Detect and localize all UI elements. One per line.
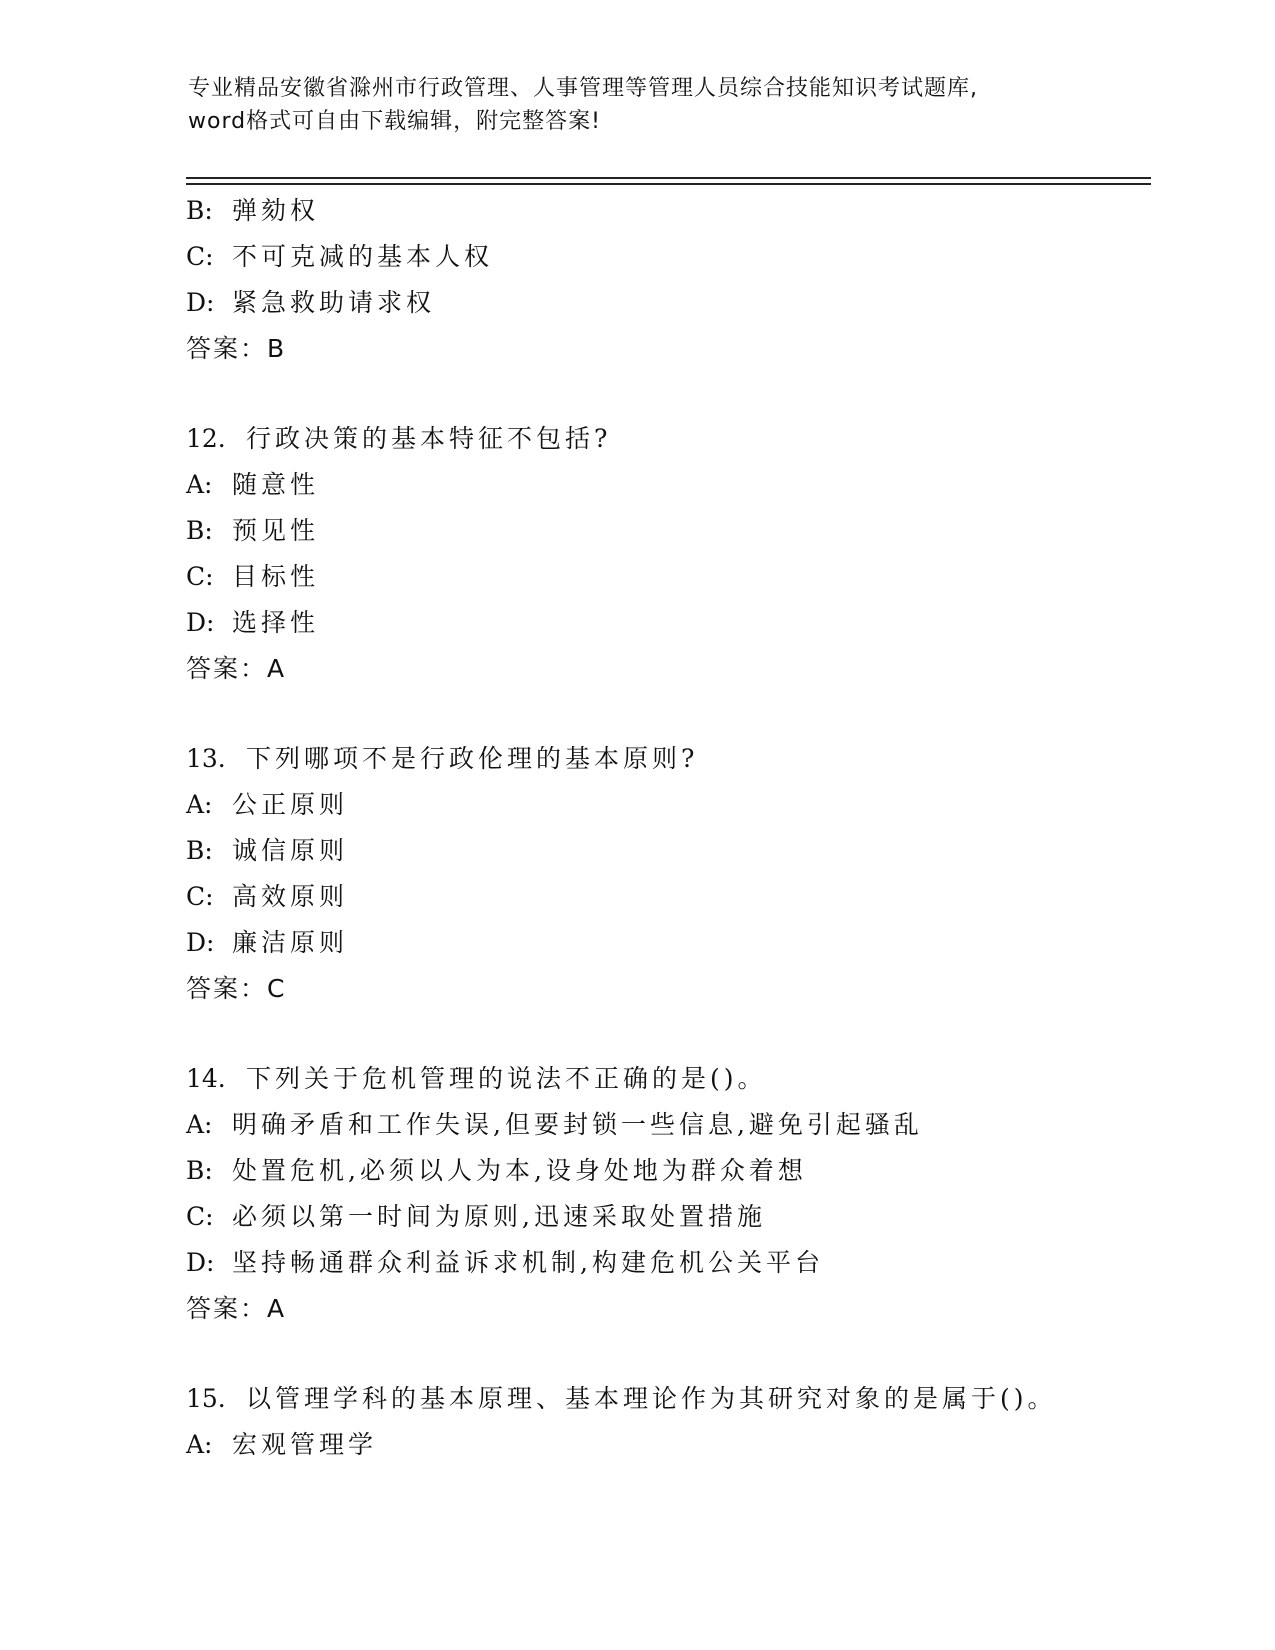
option-line bbox=[186, 1240, 1146, 1286]
option-text: 诚信原则 bbox=[232, 836, 349, 865]
question-text: 下列哪项不是行政伦理的基本原则? bbox=[246, 744, 699, 773]
option-line bbox=[186, 188, 1146, 234]
question-block bbox=[186, 1376, 1146, 1468]
answer-label: 答案： bbox=[186, 1294, 268, 1323]
option-key: C: bbox=[186, 882, 214, 911]
block-spacer bbox=[186, 1012, 1146, 1056]
block-spacer bbox=[186, 692, 1146, 736]
answer-value: A bbox=[267, 654, 287, 683]
option-text: 公正原则 bbox=[232, 790, 349, 819]
answer-label: 答案： bbox=[186, 974, 268, 1003]
option-text: 廉洁原则 bbox=[232, 928, 349, 957]
option-line bbox=[186, 782, 1146, 828]
question-number: 14. bbox=[186, 1064, 226, 1093]
question-text: 下列关于危机管理的说法不正确的是()。 bbox=[246, 1064, 767, 1093]
header-line-2: word格式可自由下载编辑，附完整答案! bbox=[188, 109, 601, 134]
block-spacer bbox=[186, 372, 1146, 416]
option-text: 弹劾权 bbox=[232, 196, 320, 225]
option-text: 必须以第一时间为原则,迅速采取处置措施 bbox=[232, 1202, 766, 1231]
option-text: 明确矛盾和工作失误,但要封锁一些信息,避免引起骚乱 bbox=[232, 1110, 923, 1139]
option-text: 宏观管理学 bbox=[232, 1430, 378, 1459]
option-key: B: bbox=[186, 516, 213, 545]
option-key: B: bbox=[186, 1156, 213, 1185]
question-number: 13. bbox=[186, 744, 226, 773]
option-text: 处置危机,必须以人为本,设身处地为群众着想 bbox=[232, 1156, 807, 1185]
option-key: B: bbox=[186, 196, 213, 225]
option-line bbox=[186, 234, 1146, 280]
block-spacer bbox=[186, 1332, 1146, 1376]
option-line bbox=[186, 508, 1146, 554]
question-block bbox=[186, 736, 1146, 1012]
question-block bbox=[186, 188, 1146, 372]
question-line bbox=[186, 1376, 1146, 1422]
question-list bbox=[186, 188, 1146, 1468]
option-line bbox=[186, 828, 1146, 874]
header-divider-top bbox=[186, 177, 1151, 179]
option-text: 选择性 bbox=[232, 608, 320, 637]
option-key: C: bbox=[186, 242, 214, 271]
answer-line bbox=[186, 646, 1146, 692]
option-line bbox=[186, 462, 1146, 508]
option-key: D: bbox=[186, 1248, 215, 1277]
question-number: 12. bbox=[186, 424, 226, 453]
answer-label: 答案： bbox=[186, 334, 268, 363]
answer-line bbox=[186, 966, 1146, 1012]
question-line bbox=[186, 736, 1146, 782]
question-number: 15. bbox=[186, 1384, 226, 1413]
answer-line bbox=[186, 326, 1146, 372]
question-text: 行政决策的基本特征不包括? bbox=[246, 424, 612, 453]
header-divider-bottom bbox=[186, 183, 1151, 185]
option-line bbox=[186, 1422, 1146, 1468]
option-key: A: bbox=[186, 1430, 213, 1459]
answer-value: B bbox=[267, 334, 287, 363]
option-line bbox=[186, 600, 1146, 646]
option-line bbox=[186, 920, 1146, 966]
question-text: 以管理学科的基本原理、基本理论作为其研究对象的是属于()。 bbox=[246, 1384, 1057, 1413]
answer-line bbox=[186, 1286, 1146, 1332]
option-line bbox=[186, 1102, 1146, 1148]
option-key: D: bbox=[186, 928, 215, 957]
option-key: C: bbox=[186, 1202, 214, 1231]
option-line bbox=[186, 1194, 1146, 1240]
option-key: D: bbox=[186, 608, 215, 637]
option-text: 坚持畅通群众利益诉求机制,构建危机公关平台 bbox=[232, 1248, 824, 1277]
option-key: B: bbox=[186, 836, 213, 865]
question-block bbox=[186, 416, 1146, 692]
option-line bbox=[186, 874, 1146, 920]
answer-label: 答案： bbox=[186, 654, 268, 683]
option-text: 不可克减的基本人权 bbox=[232, 242, 494, 271]
option-key: D: bbox=[186, 288, 215, 317]
option-key: A: bbox=[186, 1110, 213, 1139]
option-line bbox=[186, 280, 1146, 326]
question-line bbox=[186, 416, 1146, 462]
question-line bbox=[186, 1056, 1146, 1102]
option-line bbox=[186, 1148, 1146, 1194]
option-key: C: bbox=[186, 562, 214, 591]
header-line-1: 专业精品安徽省滁州市行政管理、人事管理等管理人员综合技能知识考试题库, bbox=[188, 76, 978, 101]
option-key: A: bbox=[186, 470, 213, 499]
answer-value: C bbox=[267, 974, 287, 1003]
option-line bbox=[186, 554, 1146, 600]
document-header bbox=[188, 72, 1088, 138]
question-block bbox=[186, 1056, 1146, 1332]
option-text: 高效原则 bbox=[232, 882, 349, 911]
option-text: 目标性 bbox=[232, 562, 320, 591]
option-key: A: bbox=[186, 790, 213, 819]
answer-value: A bbox=[267, 1294, 287, 1323]
option-text: 随意性 bbox=[232, 470, 320, 499]
option-text: 紧急救助请求权 bbox=[232, 288, 436, 317]
option-text: 预见性 bbox=[232, 516, 320, 545]
